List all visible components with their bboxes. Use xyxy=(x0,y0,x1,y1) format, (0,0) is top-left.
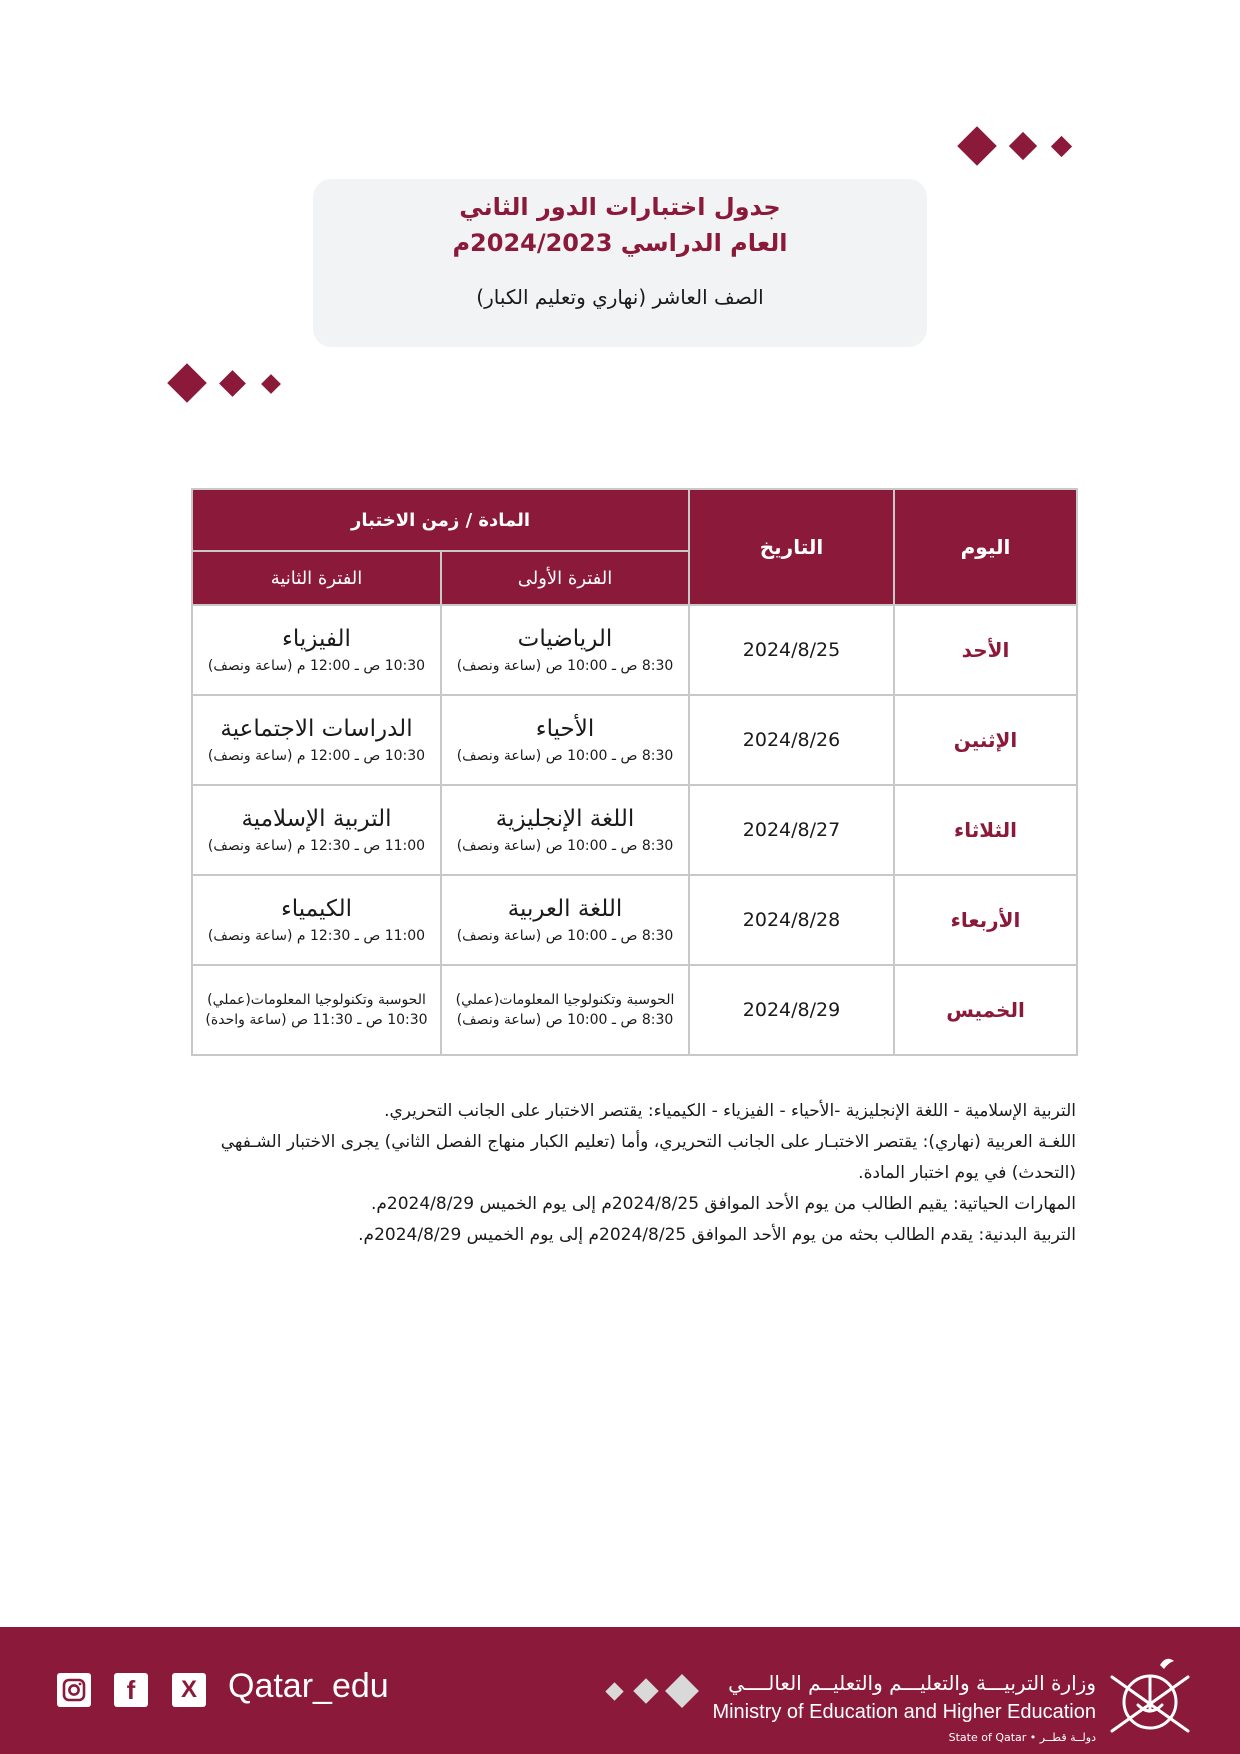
footer-diamond-medium xyxy=(633,1678,658,1703)
period-1-cell xyxy=(441,875,689,965)
exam-schedule-table xyxy=(191,488,1078,1056)
subject-name: الرياضيات xyxy=(517,626,613,653)
title-box xyxy=(313,179,927,347)
period-2-cell xyxy=(192,695,441,785)
social-handle[interactable]: Qatar_edu xyxy=(228,1667,389,1705)
x-icon[interactable]: X xyxy=(172,1673,206,1707)
exam-time: 8:30 ص ـ 10:00 ص (ساعة ونصف) xyxy=(456,927,674,944)
exam-time: 8:30 ص ـ 10:00 ص (ساعة ونصف) xyxy=(456,837,674,854)
exam-time: 10:30 ص ـ 12:00 م (ساعة ونصف) xyxy=(207,657,426,674)
table-row xyxy=(192,875,1077,965)
subject-name: اللغة الإنجليزية xyxy=(495,806,635,833)
subject-name: الحوسبة وتكنولوجيا المعلومات(عملي) xyxy=(455,991,675,1008)
exam-time: 8:30 ص ـ 10:00 ص (ساعة ونصف) xyxy=(456,747,674,764)
ornament-diamond-small xyxy=(1051,136,1072,157)
date-cell: 2024/8/26 xyxy=(689,695,894,785)
footer-diamond-small xyxy=(605,1682,623,1700)
day-cell: الخميس xyxy=(894,965,1077,1055)
subject-name: الحوسبة وتكنولوجيا المعلومات(عملي) xyxy=(207,991,426,1008)
exam-time: 10:30 ص ـ 12:00 م (ساعة ونصف) xyxy=(207,747,426,764)
note-line: اللغـة العربية (نهاري): يقتصر الاختبـار على الجانب التحريري، وأما (تعليم الكبار منهاج الفصل الثاني) يجرى الاختبار الشـفهي (التحدث) في يوم اختبار المادة. xyxy=(220,1132,1076,1183)
table-row xyxy=(192,605,1077,695)
date-cell: 2024/8/25 xyxy=(689,605,894,695)
exam-time: 10:30 ص ـ 11:30 ص (ساعة واحدة) xyxy=(205,1012,428,1029)
date-cell: 2024/8/28 xyxy=(689,875,894,965)
note-line: التربية البدنية: يقدم الطالب بحثه من يوم الأحد الموافق 2024/8/25م إلى يوم الخميس 2024/8/29م. xyxy=(358,1225,1076,1245)
subject-name: الفيزياء xyxy=(282,626,351,653)
subject-name: اللغة العربية xyxy=(507,896,623,923)
period-1-cell xyxy=(441,605,689,695)
qatar-emblem-icon xyxy=(1100,1647,1200,1747)
ornament-diamond-medium xyxy=(219,370,246,397)
ornament-diamond-large xyxy=(957,126,997,166)
note-line: المهارات الحياتية: يقيم الطالب من يوم الأحد الموافق 2024/8/25م إلى يوم الخميس 2024/8/29م. xyxy=(370,1194,1076,1214)
day-cell: الثلاثاء xyxy=(894,785,1077,875)
facebook-icon[interactable]: f xyxy=(114,1673,148,1707)
period-2-cell xyxy=(192,785,441,875)
date-cell: 2024/8/27 xyxy=(689,785,894,875)
table-row xyxy=(192,785,1077,875)
subject-name: التربية الإسلامية xyxy=(241,806,392,833)
ornament-diamond-small xyxy=(261,374,281,394)
exam-time: 11:00 ص ـ 12:30 م (ساعة ونصف) xyxy=(207,837,426,854)
header-subject-time: المادة / زمن الاختبار xyxy=(192,489,689,551)
header-date: التاريخ xyxy=(689,489,894,605)
header-period-2: الفترة الثانية xyxy=(192,551,441,605)
exam-time: 11:00 ص ـ 12:30 م (ساعة ونصف) xyxy=(207,927,426,944)
subject-name: الأحياء xyxy=(535,716,595,743)
page-title: جدول اختبارات الدور الثاني xyxy=(459,193,781,221)
note-line: التربية الإسلامية - اللغة الإنجليزية -الأحياء - الفيزياء - الكيمياء: يقتصر الاختبار على الجانب التحريري. xyxy=(384,1101,1076,1121)
instagram-icon[interactable] xyxy=(57,1673,91,1707)
header-period-1: الفترة الأولى xyxy=(441,551,689,605)
period-2-cell xyxy=(192,965,441,1055)
period-2-cell xyxy=(192,605,441,695)
table-row xyxy=(192,695,1077,785)
exam-time: 8:30 ص ـ 10:00 ص (ساعة ونصف) xyxy=(456,657,674,674)
subject-name: الكيمياء xyxy=(280,896,353,923)
period-2-cell xyxy=(192,875,441,965)
day-cell: الأحد xyxy=(894,605,1077,695)
day-cell: الأربعاء xyxy=(894,875,1077,965)
period-1-cell xyxy=(441,785,689,875)
period-1-cell xyxy=(441,695,689,785)
footer xyxy=(0,1627,1240,1754)
header-day: اليوم xyxy=(894,489,1077,605)
date-cell: 2024/8/29 xyxy=(689,965,894,1055)
subject-name: الدراسات الاجتماعية xyxy=(220,716,413,743)
grade-subtitle: الصف العاشر (نهاري وتعليم الكبار) xyxy=(476,285,764,309)
academic-year: العام الدراسي 2024/2023م xyxy=(452,229,788,257)
state-label: State of Qatar • دولــة قطــر xyxy=(948,1731,1096,1744)
ornament-diamond-medium xyxy=(1009,132,1037,160)
ornament-diamond-large xyxy=(167,363,207,403)
period-1-cell xyxy=(441,965,689,1055)
notes-section xyxy=(191,1096,1076,1251)
exam-time: 8:30 ص ـ 10:00 ص (ساعة ونصف) xyxy=(456,1012,674,1029)
ministry-name-arabic: وزارة التربيـــة والتعليـــم والتعليــم العالــــي xyxy=(728,1671,1096,1695)
table-row xyxy=(192,965,1077,1055)
footer-diamond-large xyxy=(665,1674,699,1708)
day-cell: الإثنين xyxy=(894,695,1077,785)
ministry-name-english: Ministry of Education and Higher Education xyxy=(712,1701,1096,1723)
